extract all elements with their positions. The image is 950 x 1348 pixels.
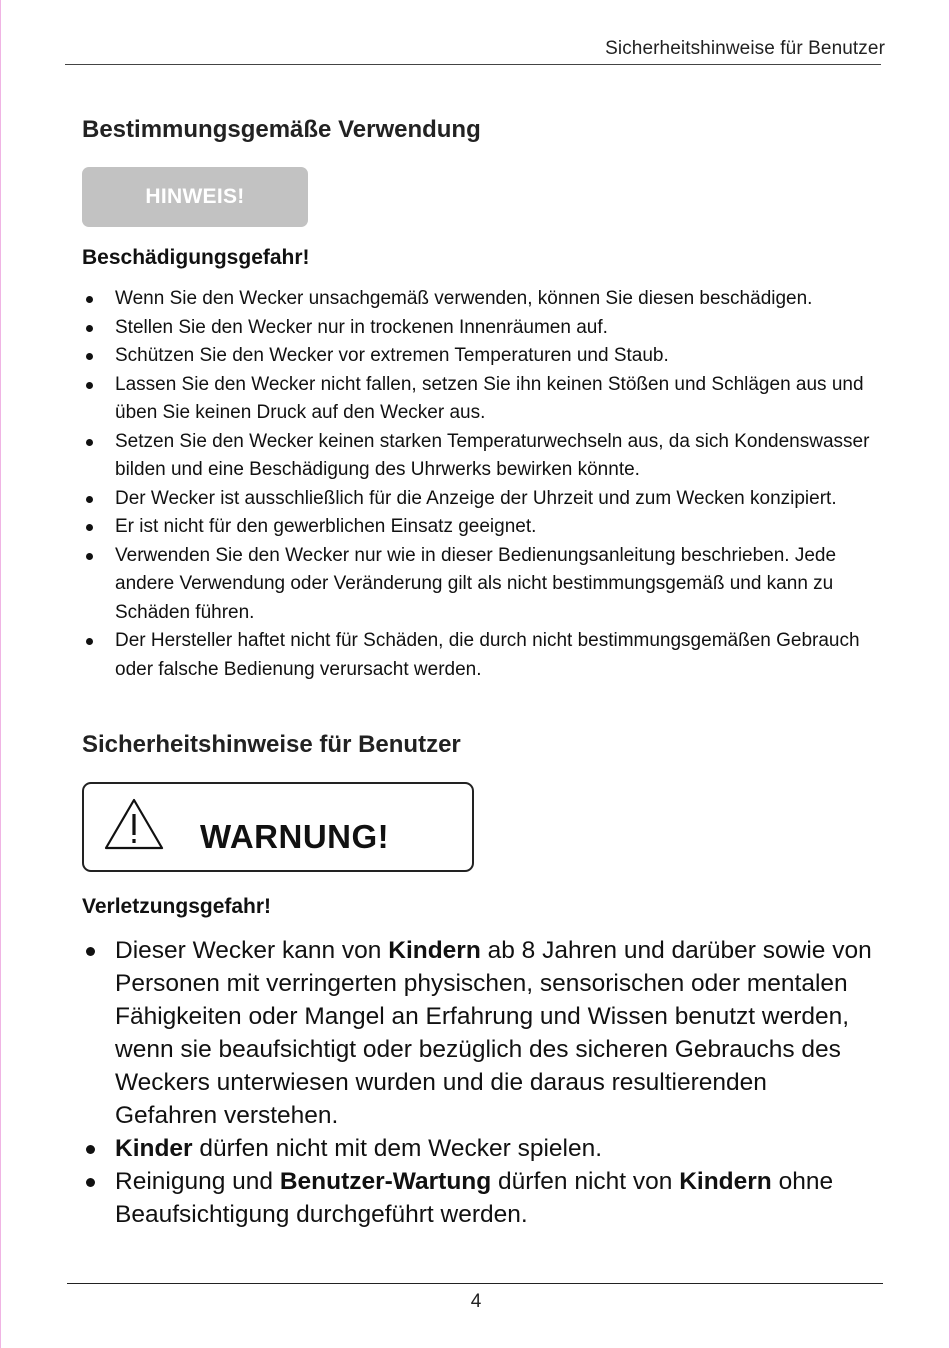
bullet-icon <box>86 638 93 645</box>
list-item: Reinigung und Benutzer-Wartung dürfen nicht von Kindern ohne Beaufsichtigung durchgeführt werden. <box>82 1165 872 1231</box>
bullet-icon <box>86 553 93 560</box>
list-item: Kinder dürfen nicht mit dem Wecker spielen. <box>82 1132 872 1165</box>
injury-risk-heading: Verletzungsgefahr! <box>82 895 272 918</box>
list-item: Stellen Sie den Wecker nur in trockenen Innenräumen auf. <box>82 314 882 343</box>
list-item: Der Wecker ist ausschließlich für die Anzeige der Uhrzeit und zum Wecken konzipiert. <box>82 485 882 514</box>
bullet-icon <box>86 296 93 303</box>
bullet-icon <box>86 496 93 503</box>
list-item: Verwenden Sie den Wecker nur wie in dieser Bedienungsanleitung beschrieben. Jede andere Verwendung oder Veränderung gilt als nicht bestimmungsgemäß und kann zu Schäden führen. <box>82 542 882 628</box>
bullet-icon <box>86 1145 95 1154</box>
warning-label: WARNUNG! <box>200 818 390 855</box>
list-item: Der Hersteller haftet nicht für Schäden, die durch nicht bestimmungsgemäßen Gebrauch oder falsche Bedienung verursacht werden. <box>82 627 882 684</box>
damage-risk-list <box>82 285 882 684</box>
list-item: Lassen Sie den Wecker nicht fallen, setzen Sie ihn keinen Stößen und Schlägen aus und üben Sie keinen Druck auf den Wecker aus. <box>82 371 882 428</box>
list-item: Schützen Sie den Wecker vor extremen Temperaturen und Staub. <box>82 342 882 371</box>
bullet-icon <box>86 325 93 332</box>
list-item: Setzen Sie den Wecker keinen starken Temperaturwechseln aus, da sich Kondenswasser bilden und eine Beschädigung des Uhrwerks bewirken könnte. <box>82 428 882 485</box>
bullet-icon <box>86 947 95 956</box>
list-item: Er ist nicht für den gewerblichen Einsatz geeignet. <box>82 513 882 542</box>
list-item: Wenn Sie den Wecker unsachgemäß verwenden, können Sie diesen beschädigen. <box>82 285 882 314</box>
bullet-icon <box>86 524 93 531</box>
warning-triangle-icon <box>102 796 166 852</box>
damage-risk-heading: Beschädigungsgefahr! <box>82 246 310 269</box>
section-heading-intended-use: Bestimmungsgemäße Verwendung <box>82 116 481 143</box>
footer-divider <box>67 1283 883 1284</box>
injury-risk-list <box>82 934 872 1231</box>
warning-box <box>82 782 474 872</box>
list-item: Dieser Wecker kann von Kindern ab 8 Jahren und darüber sowie von Personen mit verringerten physischen, sensorischen oder mentalen Fähigkeiten oder Mangel an Erfahrung und Wissen benutzt werden, wenn sie beaufsichtigt oder bezüglich des sicheren Gebrauchs des Weckers unterwiesen wurden und die daraus resultierenden Gefahren verstehen. <box>82 934 872 1132</box>
bullet-icon <box>86 439 93 446</box>
header-divider <box>65 64 881 65</box>
section-heading-user-safety: Sicherheitshinweise für Benutzer <box>82 731 461 758</box>
bullet-icon <box>86 353 93 360</box>
bullet-icon <box>86 382 93 389</box>
page-number: 4 <box>470 1291 482 1312</box>
notice-badge: HINWEIS! <box>82 167 308 227</box>
bullet-icon <box>86 1178 95 1187</box>
running-header: Sicherheitshinweise für Benutzer <box>605 38 885 59</box>
